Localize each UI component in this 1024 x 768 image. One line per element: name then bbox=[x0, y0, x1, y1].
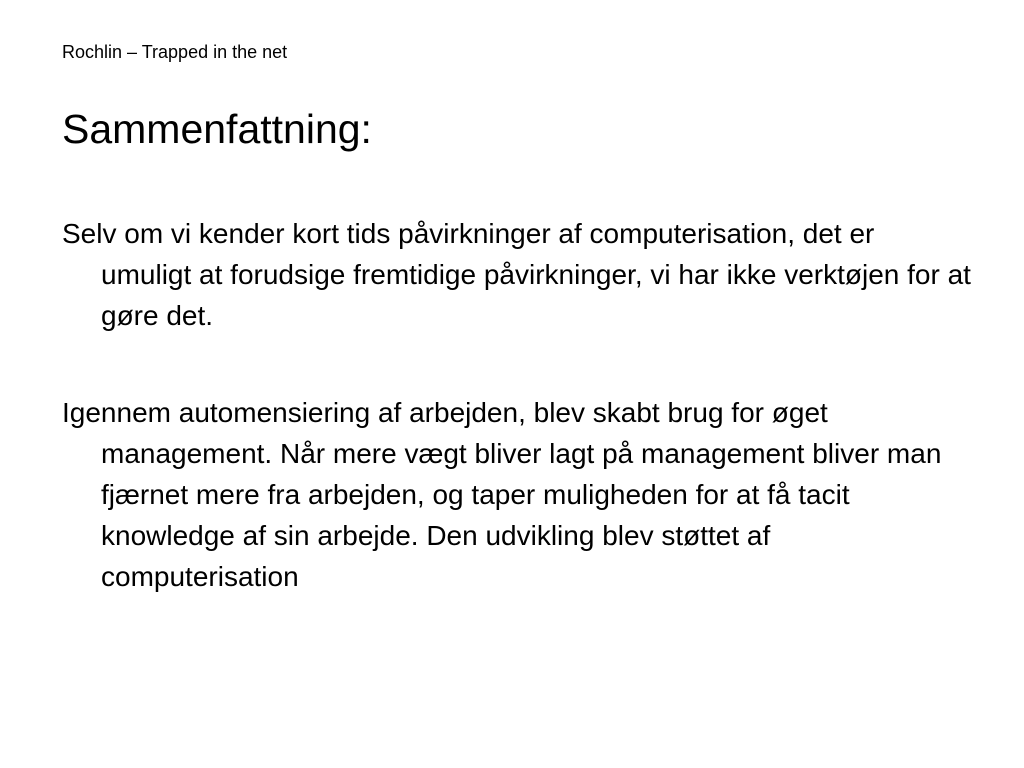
body-paragraph-1: Selv om vi kender kort tids påvirkninger af computerisation, det er umuligt at forudsige fremtidige påvirkninger, vi har ikke verktøjen for at gøre det. bbox=[62, 218, 971, 331]
slide-heading: Sammenfattning: bbox=[62, 106, 372, 152]
slide-subtitle: Rochlin – Trapped in the net bbox=[62, 42, 288, 62]
body-paragraph-2: Igennem automensiering af arbejden, blev skabt brug for øget management. Når mere vægt bliver lagt på management bliver man fjærnet mere fra arbejden, og taper muligheden for at få tacit knowledge af sin arbejde. Den udvikling blev støttet af computerisation bbox=[62, 397, 942, 592]
